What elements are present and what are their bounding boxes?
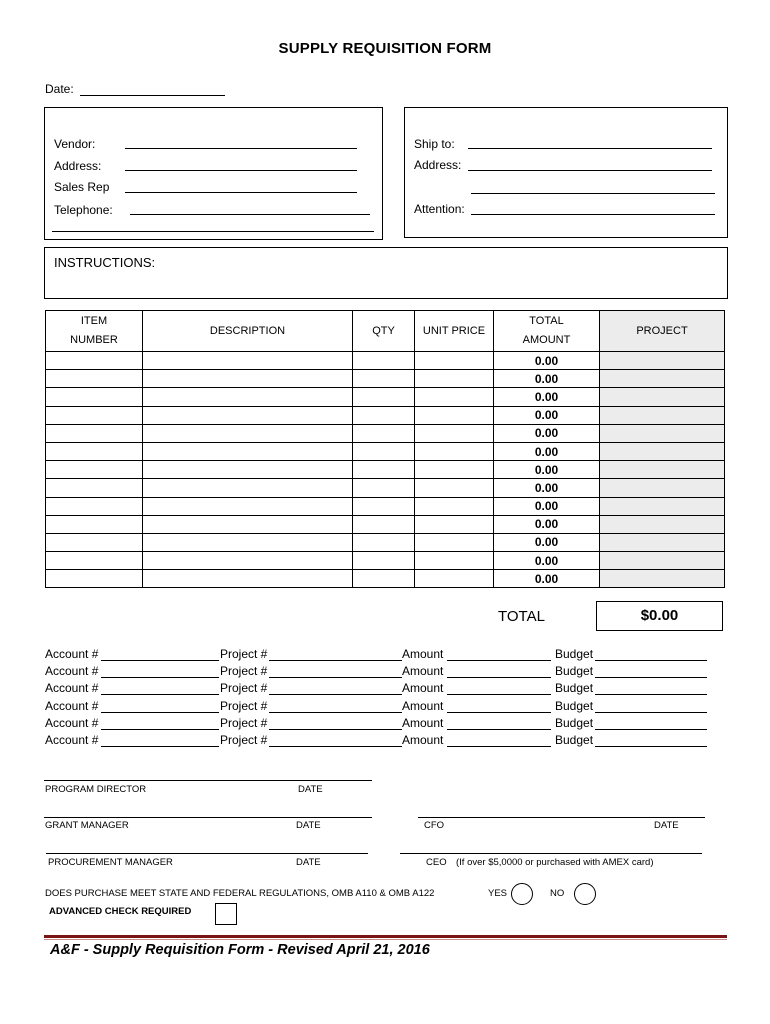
- vendor-address-field[interactable]: [125, 170, 357, 171]
- description-cell[interactable]: [143, 424, 353, 442]
- unit-price-cell[interactable]: [415, 461, 494, 479]
- description-cell[interactable]: [143, 515, 353, 533]
- total-amount-cell: 0.00: [494, 552, 600, 570]
- table-row: [46, 552, 725, 570]
- unit-price-cell[interactable]: [415, 515, 494, 533]
- item-number-cell[interactable]: [46, 406, 143, 424]
- description-cell[interactable]: [143, 370, 353, 388]
- table-row: [46, 497, 725, 515]
- header-qty: QTY: [353, 311, 415, 352]
- table-row: [46, 352, 725, 370]
- description-cell[interactable]: [143, 570, 353, 588]
- account-label: Account #: [45, 733, 99, 747]
- header-unit-price: UNIT PRICE: [415, 311, 494, 352]
- program-director-date-label: DATE: [298, 784, 323, 795]
- qty-cell[interactable]: [353, 406, 415, 424]
- qty-cell[interactable]: [353, 442, 415, 460]
- qty-cell[interactable]: [353, 515, 415, 533]
- description-cell[interactable]: [143, 406, 353, 424]
- total-amount-cell: 0.00: [494, 570, 600, 588]
- project-label: Project #: [220, 664, 268, 679]
- project-cell[interactable]: [600, 461, 725, 479]
- amount-label: Amount: [402, 647, 444, 661]
- description-cell[interactable]: [143, 388, 353, 406]
- account-field[interactable]: [101, 694, 219, 695]
- account-label: Account #: [45, 698, 99, 713]
- grant-manager-date-label: DATE: [296, 820, 321, 831]
- project-cell[interactable]: [600, 479, 725, 497]
- no-label: NO: [550, 888, 565, 899]
- unit-price-cell[interactable]: [415, 497, 494, 515]
- vendor-address-label: Address:: [54, 159, 102, 173]
- project-field[interactable]: [269, 712, 402, 713]
- budget-field[interactable]: [595, 729, 707, 730]
- footer-text: A&F - Supply Requisition Form - Revised April 21, 2016: [50, 942, 430, 958]
- header-item-number: ITEM NUMBER: [46, 311, 143, 352]
- unit-price-cell[interactable]: [415, 442, 494, 460]
- budget-label: Budget: [555, 647, 594, 661]
- procurement-manager-date-label: DATE: [296, 857, 321, 868]
- amount-label: Amount: [402, 681, 444, 696]
- project-cell[interactable]: [600, 406, 725, 424]
- account-field[interactable]: [101, 746, 219, 747]
- total-amount-cell: 0.00: [494, 352, 600, 370]
- budget-label: Budget: [555, 733, 594, 747]
- account-label: Account #: [45, 647, 99, 661]
- amount-label: Amount: [402, 733, 444, 747]
- telephone-field[interactable]: [130, 214, 370, 215]
- qty-cell[interactable]: [353, 479, 415, 497]
- total-label: TOTAL: [498, 608, 545, 625]
- vendor-extra-field[interactable]: [52, 231, 374, 232]
- regulations-question: DOES PURCHASE MEET STATE AND FEDERAL REGULATIONS, OMB A110 & OMB A122: [45, 888, 435, 899]
- unit-price-cell[interactable]: [415, 570, 494, 588]
- header-project: PROJECT: [600, 311, 725, 352]
- budget-field[interactable]: [595, 746, 707, 747]
- item-number-cell[interactable]: [46, 552, 143, 570]
- total-amount-cell: 0.00: [494, 406, 600, 424]
- qty-cell[interactable]: [353, 497, 415, 515]
- cfo-signature-line[interactable]: [418, 817, 705, 818]
- project-label: Project #: [220, 647, 268, 661]
- attention-label: Attention:: [414, 202, 465, 216]
- cfo-label: CFO: [424, 820, 445, 831]
- account-field[interactable]: [101, 712, 219, 713]
- sales-rep-field[interactable]: [125, 192, 357, 193]
- amount-label: Amount: [402, 664, 444, 679]
- project-cell[interactable]: [600, 388, 725, 406]
- budget-label: Budget: [555, 698, 594, 713]
- grant-manager-signature-line[interactable]: [44, 817, 372, 818]
- qty-cell[interactable]: [353, 533, 415, 551]
- description-cell[interactable]: [143, 442, 353, 460]
- unit-price-cell[interactable]: [415, 479, 494, 497]
- table-row: [46, 388, 725, 406]
- description-cell[interactable]: [143, 552, 353, 570]
- yes-label: YES: [488, 888, 508, 899]
- account-label: Account #: [45, 664, 99, 679]
- table-row: [46, 424, 725, 442]
- item-number-cell[interactable]: [46, 533, 143, 551]
- page-title: SUPPLY REQUISITION FORM: [278, 40, 492, 57]
- ceo-note: (If over $5,0000 or purchased with AMEX card): [456, 857, 654, 868]
- item-number-cell[interactable]: [46, 424, 143, 442]
- header-description: DESCRIPTION: [143, 311, 353, 352]
- project-label: Project #: [220, 715, 268, 730]
- vendor-label: Vendor:: [54, 137, 96, 151]
- ceo-signature-line[interactable]: [400, 853, 702, 854]
- table-row: [46, 479, 725, 497]
- project-cell[interactable]: [600, 570, 725, 588]
- ship-box: [404, 107, 728, 238]
- item-number-cell[interactable]: [46, 352, 143, 370]
- budget-label: Budget: [555, 664, 594, 679]
- project-field[interactable]: [269, 746, 402, 747]
- procurement-manager-signature-line[interactable]: [46, 853, 368, 854]
- description-cell[interactable]: [143, 352, 353, 370]
- table-row: [46, 461, 725, 479]
- description-cell[interactable]: [143, 497, 353, 515]
- item-number-cell[interactable]: [46, 461, 143, 479]
- budget-field[interactable]: [595, 677, 707, 678]
- amount-field[interactable]: [447, 677, 551, 678]
- program-director-signature-line[interactable]: [44, 780, 372, 781]
- account-field[interactable]: [101, 729, 219, 730]
- unit-price-cell[interactable]: [415, 352, 494, 370]
- budget-label: Budget: [555, 681, 594, 696]
- project-cell[interactable]: [600, 552, 725, 570]
- ship-address-field-2[interactable]: [471, 193, 715, 194]
- grant-manager-label: GRANT MANAGER: [45, 820, 129, 831]
- item-number-cell[interactable]: [46, 570, 143, 588]
- advanced-check-checkbox[interactable]: [215, 903, 237, 925]
- total-amount-cell: 0.00: [494, 479, 600, 497]
- description-cell[interactable]: [143, 533, 353, 551]
- footer-rule-light: [44, 939, 727, 940]
- amount-field[interactable]: [447, 694, 551, 695]
- date-label: Date:: [45, 82, 74, 96]
- project-field[interactable]: [269, 677, 402, 678]
- budget-field[interactable]: [595, 660, 707, 661]
- amount-label: Amount: [402, 715, 444, 730]
- project-cell[interactable]: [600, 370, 725, 388]
- date-field[interactable]: [80, 95, 225, 96]
- table-row: [46, 406, 725, 424]
- qty-cell[interactable]: [353, 370, 415, 388]
- project-label: Project #: [220, 733, 268, 747]
- item-number-cell[interactable]: [46, 388, 143, 406]
- vendor-box: [44, 107, 383, 240]
- item-number-cell[interactable]: [46, 515, 143, 533]
- amount-field[interactable]: [447, 660, 551, 661]
- total-value: $0.00: [596, 601, 723, 631]
- table-row: [46, 533, 725, 551]
- telephone-label: Telephone:: [54, 203, 113, 217]
- header-total-amount: TOTAL AMOUNT: [494, 311, 600, 352]
- item-number-cell[interactable]: [46, 442, 143, 460]
- description-cell[interactable]: [143, 479, 353, 497]
- total-amount-cell: 0.00: [494, 442, 600, 460]
- instructions-label: INSTRUCTIONS:: [54, 255, 156, 270]
- item-number-cell[interactable]: [46, 497, 143, 515]
- total-amount-cell: 0.00: [494, 424, 600, 442]
- total-amount-cell: 0.00: [494, 497, 600, 515]
- budget-label: Budget: [555, 715, 594, 730]
- project-label: Project #: [220, 681, 268, 696]
- amount-field[interactable]: [447, 746, 551, 747]
- project-cell[interactable]: [600, 497, 725, 515]
- footer-rule: [44, 935, 727, 938]
- qty-cell[interactable]: [353, 352, 415, 370]
- table-row: [46, 515, 725, 533]
- project-cell[interactable]: [600, 352, 725, 370]
- amount-field[interactable]: [447, 729, 551, 730]
- account-label: Account #: [45, 715, 99, 730]
- project-cell[interactable]: [600, 442, 725, 460]
- unit-price-cell[interactable]: [415, 552, 494, 570]
- budget-field[interactable]: [595, 712, 707, 713]
- unit-price-cell[interactable]: [415, 533, 494, 551]
- unit-price-cell[interactable]: [415, 388, 494, 406]
- unit-price-cell[interactable]: [415, 406, 494, 424]
- project-label: Project #: [220, 698, 268, 713]
- ship-address-field[interactable]: [468, 170, 712, 171]
- table-row: [46, 370, 725, 388]
- advanced-check-label: ADVANCED CHECK REQUIRED: [49, 906, 192, 917]
- project-cell[interactable]: [600, 424, 725, 442]
- total-amount-cell: 0.00: [494, 461, 600, 479]
- unit-price-cell[interactable]: [415, 370, 494, 388]
- amount-field[interactable]: [447, 712, 551, 713]
- project-cell[interactable]: [600, 533, 725, 551]
- cfo-date-label: DATE: [654, 820, 679, 831]
- item-number-cell[interactable]: [46, 370, 143, 388]
- budget-field[interactable]: [595, 694, 707, 695]
- total-amount-cell: 0.00: [494, 388, 600, 406]
- qty-cell[interactable]: [353, 424, 415, 442]
- table-row: [46, 570, 725, 588]
- qty-cell[interactable]: [353, 552, 415, 570]
- table-row: [46, 442, 725, 460]
- project-field[interactable]: [269, 660, 402, 661]
- qty-cell[interactable]: [353, 570, 415, 588]
- amount-label: Amount: [402, 698, 444, 713]
- qty-cell[interactable]: [353, 388, 415, 406]
- total-amount-cell: 0.00: [494, 533, 600, 551]
- qty-cell[interactable]: [353, 461, 415, 479]
- description-cell[interactable]: [143, 461, 353, 479]
- total-amount-cell: 0.00: [494, 370, 600, 388]
- sales-rep-label: Sales Rep: [54, 180, 110, 194]
- ceo-label: CEO: [426, 857, 447, 868]
- table-header-row: [46, 311, 725, 352]
- no-radio[interactable]: [574, 883, 596, 905]
- procurement-manager-label: PROCUREMENT MANAGER: [48, 857, 173, 868]
- account-field[interactable]: [101, 660, 219, 661]
- account-field[interactable]: [101, 677, 219, 678]
- vendor-field[interactable]: [125, 148, 357, 149]
- ship-to-field[interactable]: [468, 148, 712, 149]
- account-label: Account #: [45, 681, 99, 696]
- item-number-cell[interactable]: [46, 479, 143, 497]
- total-amount-cell: 0.00: [494, 515, 600, 533]
- yes-radio[interactable]: [511, 883, 533, 905]
- project-cell[interactable]: [600, 515, 725, 533]
- program-director-label: PROGRAM DIRECTOR: [45, 784, 147, 795]
- items-table: [45, 310, 725, 588]
- project-field[interactable]: [269, 694, 402, 695]
- attention-field[interactable]: [471, 214, 715, 215]
- ship-address-label: Address:: [414, 158, 462, 172]
- ship-to-label: Ship to:: [414, 137, 455, 151]
- unit-price-cell[interactable]: [415, 424, 494, 442]
- project-field[interactable]: [269, 729, 402, 730]
